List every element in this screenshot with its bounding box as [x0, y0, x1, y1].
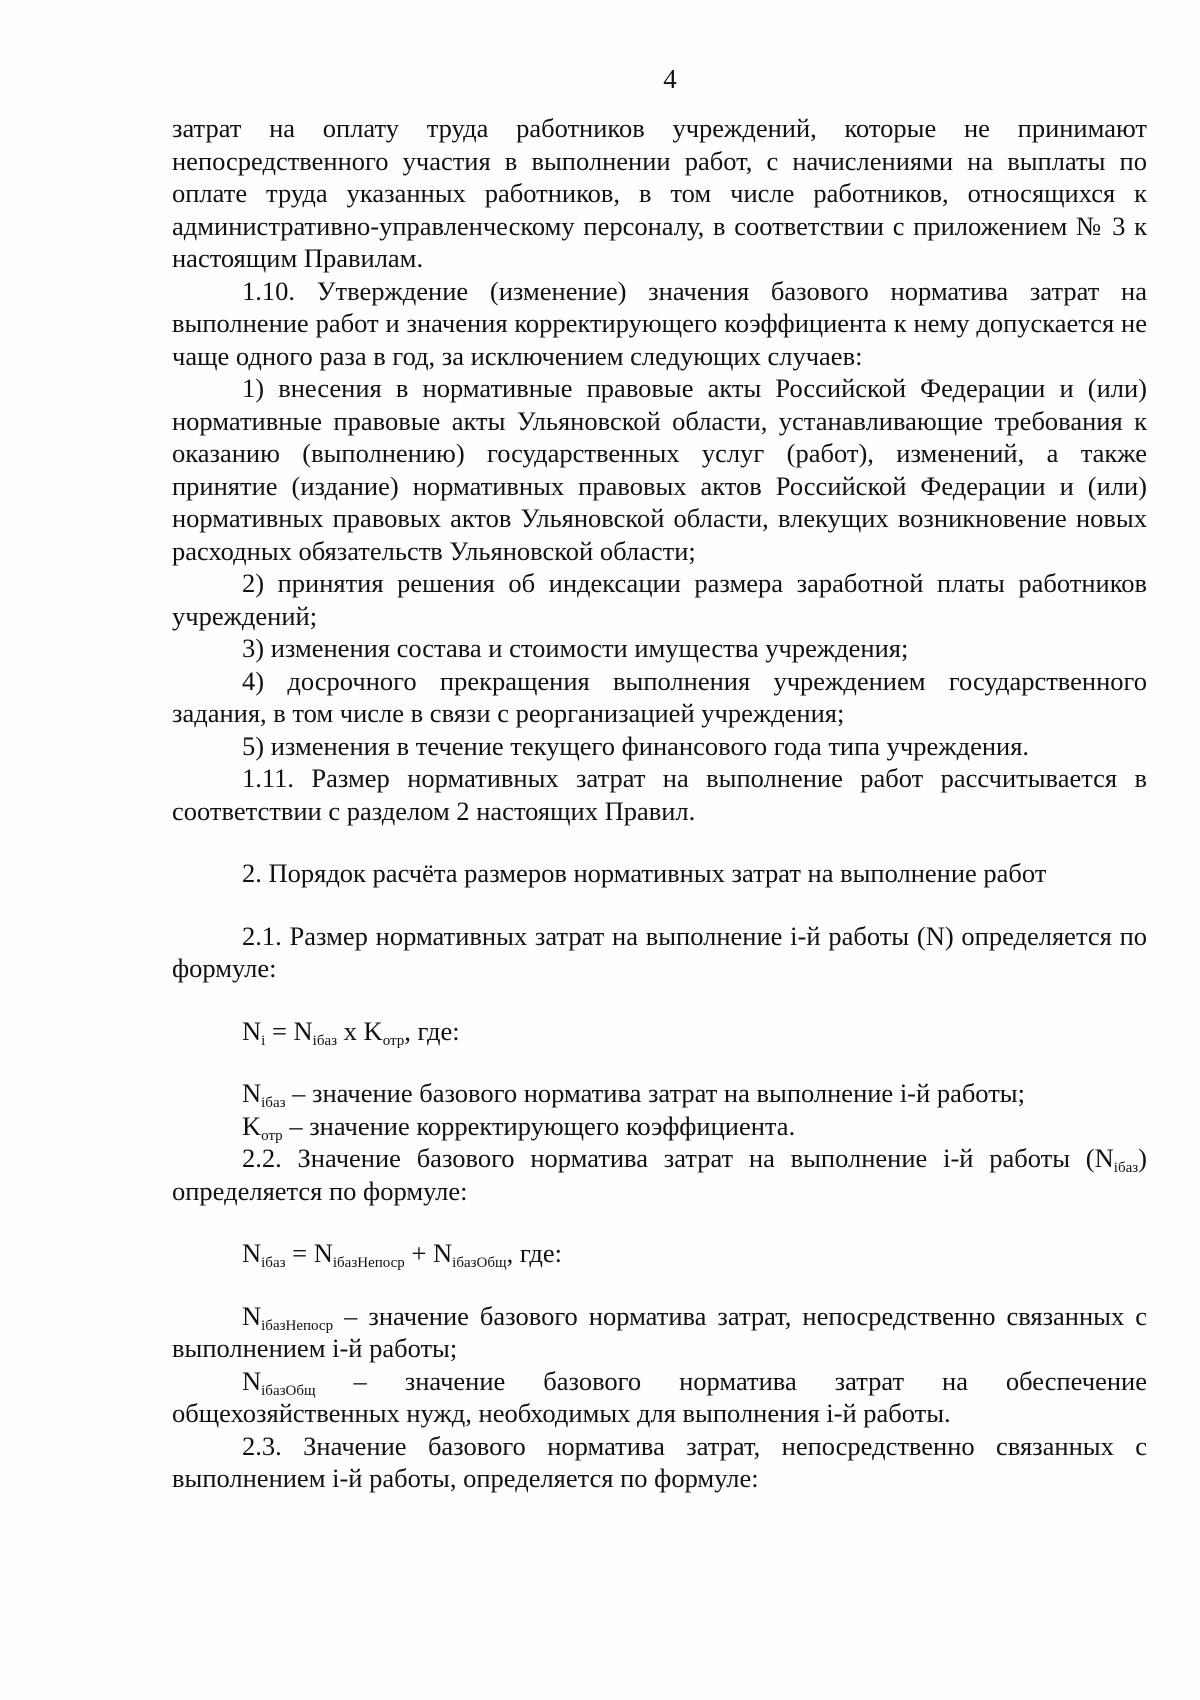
list-item-3: 3) изменения состава и стоимости имущества учреждения; — [242, 633, 909, 663]
paragraph-2-3: 2.3. Значение базового норматива затрат, непосредственно связанных с выполнением i-й работы, определяется по формуле: — [172, 1430, 1147, 1493]
document-body — [172, 112, 1147, 1495]
paragraph-1-11: 1.11. Размер нормативных затрат на выполнение работ рассчитывается в соответствии с разделом 2 настоящих Правил. — [172, 763, 1147, 826]
formula-ni: $N_i = N_{iбаз}$ х $K_{отр}$, где: — [242, 1015, 460, 1049]
paragraph-1-10: 1.10. Утверждение (изменение) значения базового норматива затрат на выполнение работ и значения корректирующего коэффициента к нему допускается не чаще одного раза в год, за исключением следующих случаев: — [172, 275, 1147, 371]
list-item-4: 4) досрочного прекращения выполнения учреждением государственного задания, в том числе в связи с реорганизацией учреждения; — [172, 665, 1147, 728]
paragraph-2-2: 2.2. Значение базового норматива затрат на выполнение i-й работы $(N_{iбаз})$ определяется по формуле: — [172, 1143, 1147, 1206]
formula-nibaz: $N_{iбаз} = N_{iбазНепоср} + N_{iбазОбщ}$, где: — [242, 1238, 562, 1271]
paragraph-2-1: 2.1. Размер нормативных затрат на выполнение i-й работы (N) определяется по формуле: — [172, 920, 1147, 983]
definition-nibaz-obsch: $N_{iбазОбщ}$ – значение базового норматива затрат на обеспечение общехозяйственных нужд, необходимых для выполнения i-й работы. — [172, 1365, 1147, 1428]
definition-nibaz-neposr: $N_{iбазНепоср}$ – значение базового норматива затрат, непосредственно связанных с выполнением i-й работы; — [172, 1300, 1147, 1363]
page-number: 4 — [663, 64, 677, 94]
section-2-heading: 2. Порядок расчёта размеров нормативных затрат на выполнение работ — [242, 858, 1047, 888]
list-item-2: 2) принятия решения об индексации размера заработной платы работников учреждений; — [172, 568, 1147, 631]
definition-nibaz: $N_{iбаз}$ – значение базового норматива затрат на выполнение i-й работы; — [242, 1078, 1025, 1111]
definition-kotr: $K_{отр}$ – значение корректирующего коэффициента. — [242, 1110, 796, 1144]
paragraph-continuation: затрат на оплату труда работников учреждений, которые не принимают непосредственного участия в выполнении работ, с начислениями на выплаты по оплате труда указанных работников, в том числе работников, относящихся к административно-управленческому персоналу, в соответствии с приложением № 3 к настоящим Правилам. — [172, 113, 1147, 273]
list-item-5: 5) изменения в течение текущего финансового года типа учреждения. — [242, 730, 1030, 761]
list-item-1: 1) внесения в нормативные правовые акты Российской Федерации и (или) нормативные правовые акты Ульяновской области, устанавливающие требования к оказанию (выполнению) государственных услуг (работ), изменений, а также принятие (издание) нормативных правовых актов Российской Федерации и (или) нормативных правовых актов Ульяновской области, влекущих возникновение новых расходных обязательств Ульяновской области; — [172, 373, 1147, 566]
